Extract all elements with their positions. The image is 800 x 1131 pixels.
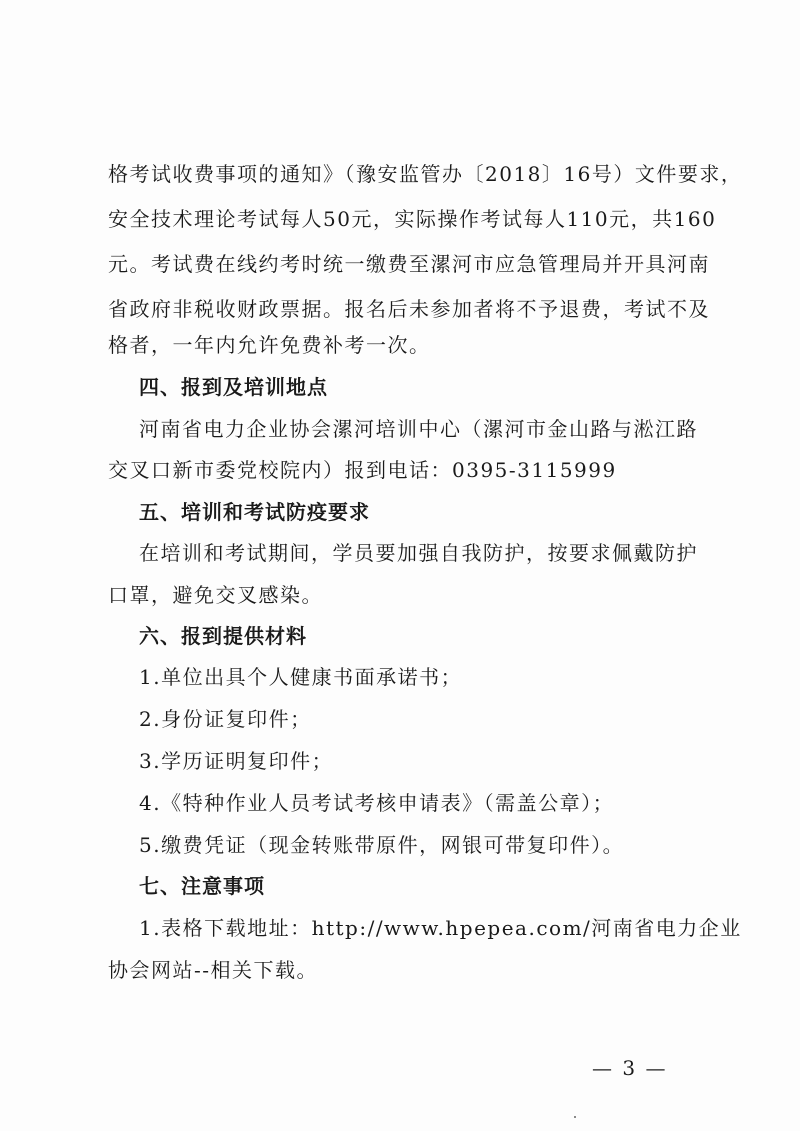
section-location-line: 交叉口新市委党校院内）报到电话：0395-3115999: [108, 458, 617, 482]
section-heading-notes: 七、注意事项: [139, 874, 265, 898]
materials-list-item: 4.《特种作业人员考试考核申请表》（需盖公章）；: [139, 791, 615, 815]
scan-speck: [574, 1116, 576, 1118]
materials-list-item: 5.缴费凭证（现金转账带原件，网银可带复印件）。: [139, 833, 625, 857]
section-heading-materials: 六、报到提供材料: [139, 624, 307, 648]
section-epidemic-line: 在培训和考试期间，学员要加强自我防护，按要求佩戴防护: [139, 541, 698, 565]
paragraph-fee-line: 元。考试费在线约考时统一缴费至漯河市应急管理局并开具河南: [108, 252, 710, 276]
notes-line: 协会网站--相关下载。: [108, 958, 319, 982]
section-epidemic-line: 口罩，避免交叉感染。: [108, 583, 323, 607]
notes-line: 1.表格下载地址：http://www.hpepea.com/河南省电力企业: [139, 916, 742, 940]
materials-list-item: 1.单位出具个人健康书面承诺书；: [139, 665, 463, 689]
paragraph-fee-line: 格考试收费事项的通知》（豫安监管办〔2018〕16号）文件要求，: [108, 162, 743, 186]
page-number: — 3 —: [592, 1056, 668, 1080]
section-heading-epidemic: 五、培训和考试防疫要求: [139, 500, 370, 524]
materials-list-item: 2.身份证复印件；: [139, 707, 312, 731]
paragraph-fee-line: 安全技术理论考试每人50元，实际操作考试每人110元，共160: [108, 207, 717, 231]
paragraph-fee-line: 省政府非税收财政票据。报名后未参加者将不予退费，考试不及: [108, 297, 710, 321]
section-heading-location: 四、报到及培训地点: [139, 375, 328, 399]
section-location-line: 河南省电力企业协会漯河培训中心（漯河市金山路与淞江路: [139, 417, 698, 441]
paragraph-fee-line: 格者，一年内允许免费补考一次。: [108, 333, 431, 357]
materials-list-item: 3.学历证明复印件；: [139, 749, 334, 773]
